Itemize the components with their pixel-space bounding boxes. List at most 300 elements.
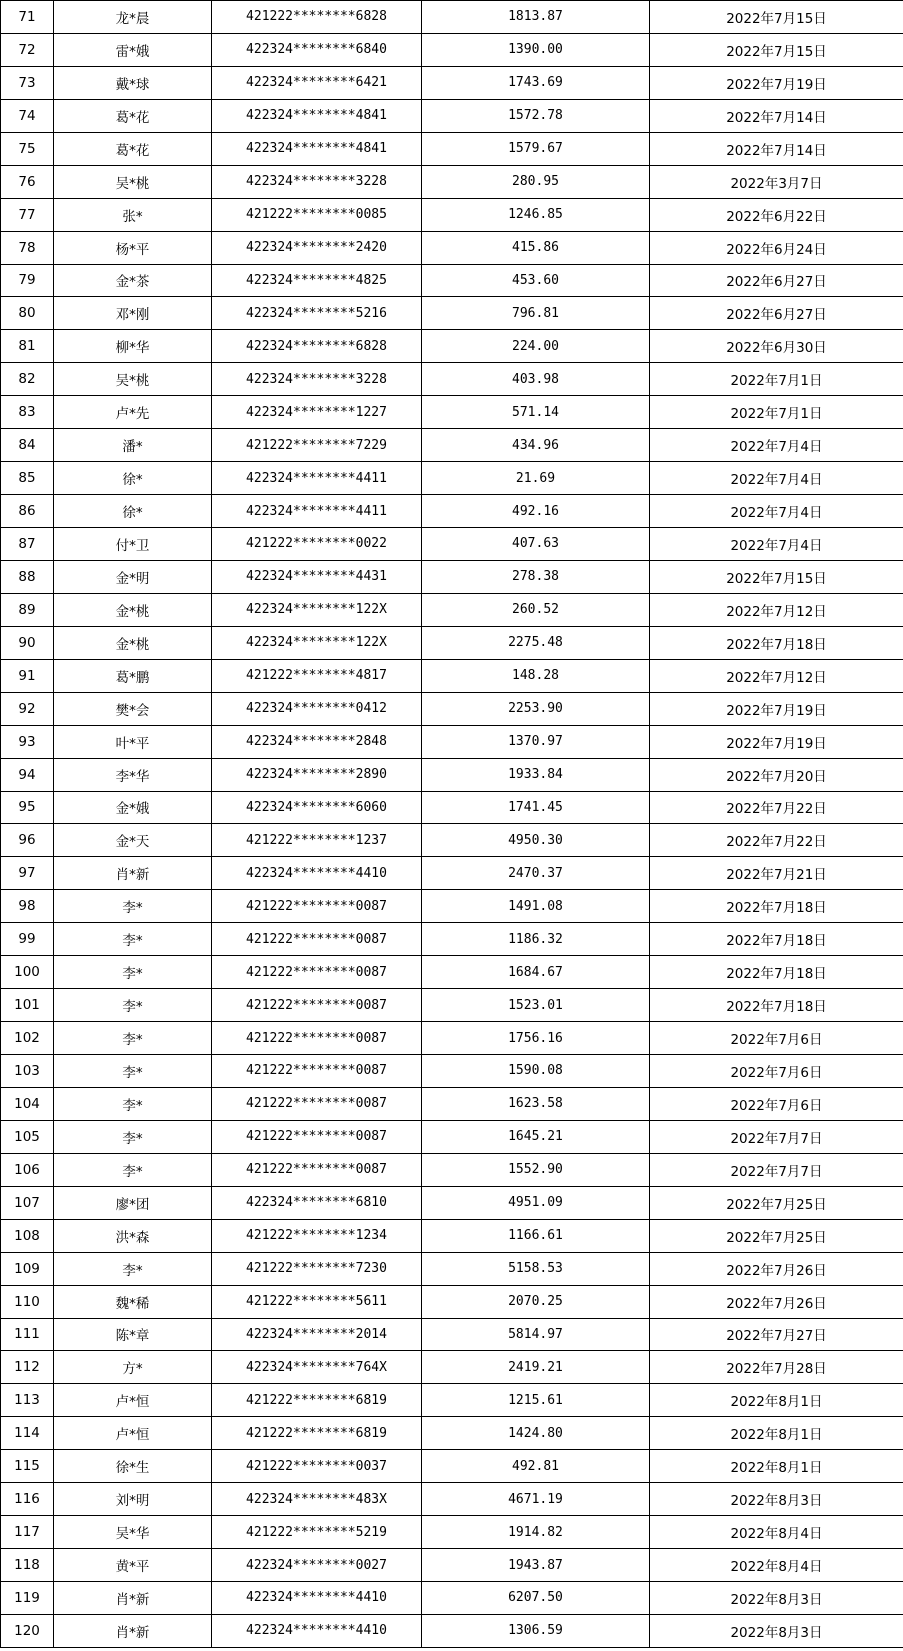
- id-number-cell: 422324********6060: [212, 791, 422, 824]
- table-row: [1, 1055, 903, 1088]
- amount-cell: 4951.09: [422, 1186, 650, 1219]
- row-number-cell: 93: [1, 725, 54, 758]
- amount-cell: 224.00: [422, 330, 650, 363]
- name-cell: 吴*桃: [54, 165, 212, 198]
- date-cell: 2022年7月26日: [650, 1252, 903, 1285]
- table-row: [1, 791, 903, 824]
- name-cell: 李*: [54, 923, 212, 956]
- name-cell: 李*: [54, 989, 212, 1022]
- table-row: [1, 1318, 903, 1351]
- table-row: [1, 1252, 903, 1285]
- row-number-cell: 83: [1, 396, 54, 429]
- id-number-cell: 421222********7229: [212, 429, 422, 462]
- row-number-cell: 119: [1, 1582, 54, 1615]
- name-cell: 金*娥: [54, 791, 212, 824]
- date-cell: 2022年7月28日: [650, 1351, 903, 1384]
- id-number-cell: 422324********0412: [212, 692, 422, 725]
- date-cell: 2022年7月19日: [650, 725, 903, 758]
- row-number-cell: 100: [1, 956, 54, 989]
- table-row: [1, 1417, 903, 1450]
- date-cell: 2022年7月25日: [650, 1219, 903, 1252]
- table-row: [1, 363, 903, 396]
- amount-cell: 2470.37: [422, 857, 650, 890]
- table-row: [1, 1516, 903, 1549]
- id-number-cell: 422324********483X: [212, 1483, 422, 1516]
- row-number-cell: 104: [1, 1087, 54, 1120]
- row-number-cell: 78: [1, 231, 54, 264]
- name-cell: 叶*平: [54, 725, 212, 758]
- name-cell: 卢*恒: [54, 1384, 212, 1417]
- amount-cell: 4950.30: [422, 824, 650, 857]
- date-cell: 2022年7月12日: [650, 659, 903, 692]
- id-number-cell: 422324********2890: [212, 758, 422, 791]
- amount-cell: 4671.19: [422, 1483, 650, 1516]
- row-number-cell: 111: [1, 1318, 54, 1351]
- name-cell: 金*桃: [54, 593, 212, 626]
- name-cell: 李*: [54, 1153, 212, 1186]
- name-cell: 徐*: [54, 462, 212, 495]
- id-number-cell: 421222********0087: [212, 1087, 422, 1120]
- id-number-cell: 422324********6828: [212, 330, 422, 363]
- table-row: [1, 495, 903, 528]
- name-cell: 李*: [54, 1087, 212, 1120]
- date-cell: 2022年8月1日: [650, 1417, 903, 1450]
- row-number-cell: 109: [1, 1252, 54, 1285]
- row-number-cell: 107: [1, 1186, 54, 1219]
- id-number-cell: 422324********122X: [212, 593, 422, 626]
- amount-cell: 1756.16: [422, 1022, 650, 1055]
- date-cell: 2022年8月4日: [650, 1516, 903, 1549]
- name-cell: 金*桃: [54, 626, 212, 659]
- id-number-cell: 422324********3228: [212, 363, 422, 396]
- table-row: [1, 1285, 903, 1318]
- date-cell: 2022年7月15日: [650, 1, 903, 34]
- table-row: [1, 462, 903, 495]
- id-number-cell: 421222********0087: [212, 1022, 422, 1055]
- table-row: [1, 626, 903, 659]
- table-row: [1, 593, 903, 626]
- name-cell: 黄*平: [54, 1549, 212, 1582]
- name-cell: 葛*花: [54, 132, 212, 165]
- name-cell: 金*茶: [54, 264, 212, 297]
- id-number-cell: 421222********6819: [212, 1417, 422, 1450]
- amount-cell: 2275.48: [422, 626, 650, 659]
- row-number-cell: 74: [1, 99, 54, 132]
- name-cell: 李*华: [54, 758, 212, 791]
- table-row: [1, 1549, 903, 1582]
- table-row: [1, 132, 903, 165]
- id-number-cell: 422324********4841: [212, 132, 422, 165]
- amount-cell: 1306.59: [422, 1614, 650, 1647]
- date-cell: 2022年7月18日: [650, 626, 903, 659]
- table-row: [1, 396, 903, 429]
- table-row: [1, 1582, 903, 1615]
- name-cell: 魏*稀: [54, 1285, 212, 1318]
- amount-cell: 492.16: [422, 495, 650, 528]
- table-row: [1, 1186, 903, 1219]
- row-number-cell: 94: [1, 758, 54, 791]
- table-row: [1, 528, 903, 561]
- date-cell: 2022年7月19日: [650, 692, 903, 725]
- amount-cell: 1914.82: [422, 1516, 650, 1549]
- id-number-cell: 421222********0087: [212, 989, 422, 1022]
- table-row: [1, 66, 903, 99]
- date-cell: 2022年7月4日: [650, 528, 903, 561]
- name-cell: 李*: [54, 1055, 212, 1088]
- amount-cell: 403.98: [422, 363, 650, 396]
- date-cell: 2022年7月18日: [650, 989, 903, 1022]
- date-cell: 2022年7月7日: [650, 1153, 903, 1186]
- id-number-cell: 422324********122X: [212, 626, 422, 659]
- id-number-cell: 421222********5219: [212, 1516, 422, 1549]
- date-cell: 2022年8月3日: [650, 1614, 903, 1647]
- date-cell: 2022年6月22日: [650, 198, 903, 231]
- row-number-cell: 110: [1, 1285, 54, 1318]
- date-cell: 2022年7月14日: [650, 132, 903, 165]
- id-number-cell: 422324********2848: [212, 725, 422, 758]
- id-number-cell: 422324********6810: [212, 1186, 422, 1219]
- name-cell: 李*: [54, 890, 212, 923]
- id-number-cell: 422324********6840: [212, 33, 422, 66]
- date-cell: 2022年7月18日: [650, 890, 903, 923]
- row-number-cell: 75: [1, 132, 54, 165]
- name-cell: 李*: [54, 1022, 212, 1055]
- date-cell: 2022年7月27日: [650, 1318, 903, 1351]
- row-number-cell: 73: [1, 66, 54, 99]
- row-number-cell: 90: [1, 626, 54, 659]
- row-number-cell: 113: [1, 1384, 54, 1417]
- amount-cell: 278.38: [422, 560, 650, 593]
- name-cell: 李*: [54, 1252, 212, 1285]
- date-cell: 2022年7月20日: [650, 758, 903, 791]
- amount-cell: 2253.90: [422, 692, 650, 725]
- date-cell: 2022年6月24日: [650, 231, 903, 264]
- date-cell: 2022年7月14日: [650, 99, 903, 132]
- row-number-cell: 80: [1, 297, 54, 330]
- date-cell: 2022年6月27日: [650, 264, 903, 297]
- row-number-cell: 89: [1, 593, 54, 626]
- row-number-cell: 101: [1, 989, 54, 1022]
- name-cell: 葛*花: [54, 99, 212, 132]
- id-number-cell: 421222********5611: [212, 1285, 422, 1318]
- id-number-cell: 421222********6828: [212, 1, 422, 34]
- date-cell: 2022年8月3日: [650, 1582, 903, 1615]
- row-number-cell: 98: [1, 890, 54, 923]
- row-number-cell: 106: [1, 1153, 54, 1186]
- table-row: [1, 1614, 903, 1647]
- row-number-cell: 116: [1, 1483, 54, 1516]
- id-number-cell: 421222********0022: [212, 528, 422, 561]
- row-number-cell: 117: [1, 1516, 54, 1549]
- name-cell: 肖*新: [54, 1582, 212, 1615]
- date-cell: 2022年7月12日: [650, 593, 903, 626]
- date-cell: 2022年7月18日: [650, 956, 903, 989]
- amount-cell: 453.60: [422, 264, 650, 297]
- name-cell: 邓*刚: [54, 297, 212, 330]
- amount-cell: 1390.00: [422, 33, 650, 66]
- date-cell: 2022年7月4日: [650, 429, 903, 462]
- records-table-body: [1, 1, 903, 1648]
- date-cell: 2022年7月18日: [650, 923, 903, 956]
- amount-cell: 1943.87: [422, 1549, 650, 1582]
- name-cell: 肖*新: [54, 857, 212, 890]
- row-number-cell: 81: [1, 330, 54, 363]
- amount-cell: 571.14: [422, 396, 650, 429]
- id-number-cell: 421222********0087: [212, 1055, 422, 1088]
- id-number-cell: 422324********764X: [212, 1351, 422, 1384]
- name-cell: 卢*先: [54, 396, 212, 429]
- row-number-cell: 84: [1, 429, 54, 462]
- name-cell: 吴*桃: [54, 363, 212, 396]
- name-cell: 李*: [54, 1120, 212, 1153]
- amount-cell: 415.86: [422, 231, 650, 264]
- table-row: [1, 330, 903, 363]
- row-number-cell: 99: [1, 923, 54, 956]
- amount-cell: 2419.21: [422, 1351, 650, 1384]
- amount-cell: 1684.67: [422, 956, 650, 989]
- id-number-cell: 422324********4431: [212, 560, 422, 593]
- row-number-cell: 105: [1, 1120, 54, 1153]
- date-cell: 2022年8月1日: [650, 1450, 903, 1483]
- amount-cell: 434.96: [422, 429, 650, 462]
- id-number-cell: 422324********3228: [212, 165, 422, 198]
- amount-cell: 2070.25: [422, 1285, 650, 1318]
- row-number-cell: 120: [1, 1614, 54, 1647]
- date-cell: 2022年7月15日: [650, 560, 903, 593]
- amount-cell: 1933.84: [422, 758, 650, 791]
- row-number-cell: 118: [1, 1549, 54, 1582]
- table-row: [1, 1, 903, 34]
- table-row: [1, 725, 903, 758]
- amount-cell: 407.63: [422, 528, 650, 561]
- table-row: [1, 1450, 903, 1483]
- id-number-cell: 422324********4841: [212, 99, 422, 132]
- table-row: [1, 264, 903, 297]
- date-cell: 2022年7月4日: [650, 462, 903, 495]
- amount-cell: 1523.01: [422, 989, 650, 1022]
- table-row: [1, 33, 903, 66]
- row-number-cell: 87: [1, 528, 54, 561]
- amount-cell: 1572.78: [422, 99, 650, 132]
- date-cell: 2022年7月1日: [650, 396, 903, 429]
- amount-cell: 1424.80: [422, 1417, 650, 1450]
- table-row: [1, 1351, 903, 1384]
- amount-cell: 1579.67: [422, 132, 650, 165]
- table-row: [1, 857, 903, 890]
- amount-cell: 148.28: [422, 659, 650, 692]
- id-number-cell: 421222********0087: [212, 1153, 422, 1186]
- id-number-cell: 422324********5216: [212, 297, 422, 330]
- row-number-cell: 79: [1, 264, 54, 297]
- amount-cell: 260.52: [422, 593, 650, 626]
- row-number-cell: 82: [1, 363, 54, 396]
- amount-cell: 1813.87: [422, 1, 650, 34]
- amount-cell: 1743.69: [422, 66, 650, 99]
- amount-cell: 5158.53: [422, 1252, 650, 1285]
- date-cell: 2022年7月6日: [650, 1087, 903, 1120]
- table-row: [1, 890, 903, 923]
- row-number-cell: 102: [1, 1022, 54, 1055]
- table-row: [1, 659, 903, 692]
- row-number-cell: 88: [1, 560, 54, 593]
- amount-cell: 1741.45: [422, 791, 650, 824]
- id-number-cell: 422324********2420: [212, 231, 422, 264]
- amount-cell: 21.69: [422, 462, 650, 495]
- amount-cell: 1552.90: [422, 1153, 650, 1186]
- table-row: [1, 923, 903, 956]
- date-cell: 2022年7月6日: [650, 1022, 903, 1055]
- table-row: [1, 758, 903, 791]
- row-number-cell: 76: [1, 165, 54, 198]
- row-number-cell: 85: [1, 462, 54, 495]
- id-number-cell: 422324********4825: [212, 264, 422, 297]
- table-row: [1, 989, 903, 1022]
- name-cell: 刘*明: [54, 1483, 212, 1516]
- date-cell: 2022年8月1日: [650, 1384, 903, 1417]
- date-cell: 2022年6月30日: [650, 330, 903, 363]
- amount-cell: 796.81: [422, 297, 650, 330]
- date-cell: 2022年6月27日: [650, 297, 903, 330]
- table-row: [1, 1087, 903, 1120]
- row-number-cell: 91: [1, 659, 54, 692]
- table-row: [1, 1153, 903, 1186]
- amount-cell: 1246.85: [422, 198, 650, 231]
- id-number-cell: 422324********0027: [212, 1549, 422, 1582]
- name-cell: 雷*娥: [54, 33, 212, 66]
- date-cell: 2022年7月4日: [650, 495, 903, 528]
- row-number-cell: 86: [1, 495, 54, 528]
- table-row: [1, 165, 903, 198]
- name-cell: 葛*鹏: [54, 659, 212, 692]
- table-row: [1, 560, 903, 593]
- date-cell: 2022年3月7日: [650, 165, 903, 198]
- id-number-cell: 422324********6421: [212, 66, 422, 99]
- name-cell: 付*卫: [54, 528, 212, 561]
- name-cell: 柳*华: [54, 330, 212, 363]
- id-number-cell: 422324********4410: [212, 1614, 422, 1647]
- row-number-cell: 108: [1, 1219, 54, 1252]
- amount-cell: 1215.61: [422, 1384, 650, 1417]
- name-cell: 廖*团: [54, 1186, 212, 1219]
- date-cell: 2022年7月6日: [650, 1055, 903, 1088]
- row-number-cell: 96: [1, 824, 54, 857]
- amount-cell: 280.95: [422, 165, 650, 198]
- row-number-cell: 112: [1, 1351, 54, 1384]
- name-cell: 卢*恒: [54, 1417, 212, 1450]
- id-number-cell: 421222********0087: [212, 890, 422, 923]
- table-row: [1, 1483, 903, 1516]
- name-cell: 金*天: [54, 824, 212, 857]
- date-cell: 2022年8月4日: [650, 1549, 903, 1582]
- name-cell: 徐*生: [54, 1450, 212, 1483]
- id-number-cell: 421222********7230: [212, 1252, 422, 1285]
- amount-cell: 6207.50: [422, 1582, 650, 1615]
- id-number-cell: 421222********0087: [212, 1120, 422, 1153]
- id-number-cell: 421222********0087: [212, 956, 422, 989]
- name-cell: 洪*森: [54, 1219, 212, 1252]
- name-cell: 陈*章: [54, 1318, 212, 1351]
- id-number-cell: 422324********4410: [212, 857, 422, 890]
- id-number-cell: 422324********4411: [212, 495, 422, 528]
- amount-cell: 1645.21: [422, 1120, 650, 1153]
- id-number-cell: 421222********0037: [212, 1450, 422, 1483]
- date-cell: 2022年7月26日: [650, 1285, 903, 1318]
- id-number-cell: 422324********4411: [212, 462, 422, 495]
- row-number-cell: 115: [1, 1450, 54, 1483]
- table-row: [1, 692, 903, 725]
- id-number-cell: 422324********4410: [212, 1582, 422, 1615]
- date-cell: 2022年7月7日: [650, 1120, 903, 1153]
- date-cell: 2022年7月25日: [650, 1186, 903, 1219]
- date-cell: 2022年7月22日: [650, 791, 903, 824]
- name-cell: 肖*新: [54, 1614, 212, 1647]
- name-cell: 张*: [54, 198, 212, 231]
- row-number-cell: 114: [1, 1417, 54, 1450]
- date-cell: 2022年7月21日: [650, 857, 903, 890]
- id-number-cell: 421222********0087: [212, 923, 422, 956]
- row-number-cell: 71: [1, 1, 54, 34]
- name-cell: 徐*: [54, 495, 212, 528]
- row-number-cell: 97: [1, 857, 54, 890]
- row-number-cell: 103: [1, 1055, 54, 1088]
- amount-cell: 1590.08: [422, 1055, 650, 1088]
- table-row: [1, 1022, 903, 1055]
- name-cell: 龙*晨: [54, 1, 212, 34]
- id-number-cell: 421222********1234: [212, 1219, 422, 1252]
- name-cell: 戴*球: [54, 66, 212, 99]
- id-number-cell: 422324********1227: [212, 396, 422, 429]
- table-row: [1, 824, 903, 857]
- name-cell: 潘*: [54, 429, 212, 462]
- name-cell: 李*: [54, 956, 212, 989]
- table-row: [1, 231, 903, 264]
- name-cell: 樊*会: [54, 692, 212, 725]
- row-number-cell: 95: [1, 791, 54, 824]
- date-cell: 2022年7月19日: [650, 66, 903, 99]
- amount-cell: 1186.32: [422, 923, 650, 956]
- id-number-cell: 422324********2014: [212, 1318, 422, 1351]
- row-number-cell: 92: [1, 692, 54, 725]
- amount-cell: 1623.58: [422, 1087, 650, 1120]
- amount-cell: 1370.97: [422, 725, 650, 758]
- amount-cell: 1166.61: [422, 1219, 650, 1252]
- date-cell: 2022年8月3日: [650, 1483, 903, 1516]
- table-row: [1, 956, 903, 989]
- amount-cell: 5814.97: [422, 1318, 650, 1351]
- table-row: [1, 1120, 903, 1153]
- date-cell: 2022年7月22日: [650, 824, 903, 857]
- table-row: [1, 198, 903, 231]
- id-number-cell: 421222********4817: [212, 659, 422, 692]
- name-cell: 方*: [54, 1351, 212, 1384]
- table-row: [1, 429, 903, 462]
- id-number-cell: 421222********6819: [212, 1384, 422, 1417]
- row-number-cell: 77: [1, 198, 54, 231]
- table-row: [1, 297, 903, 330]
- amount-cell: 492.81: [422, 1450, 650, 1483]
- table-row: [1, 1384, 903, 1417]
- table-row: [1, 1219, 903, 1252]
- name-cell: 杨*平: [54, 231, 212, 264]
- amount-cell: 1491.08: [422, 890, 650, 923]
- date-cell: 2022年7月1日: [650, 363, 903, 396]
- table-row: [1, 99, 903, 132]
- name-cell: 金*明: [54, 560, 212, 593]
- date-cell: 2022年7月15日: [650, 33, 903, 66]
- row-number-cell: 72: [1, 33, 54, 66]
- id-number-cell: 421222********0085: [212, 198, 422, 231]
- name-cell: 吴*华: [54, 1516, 212, 1549]
